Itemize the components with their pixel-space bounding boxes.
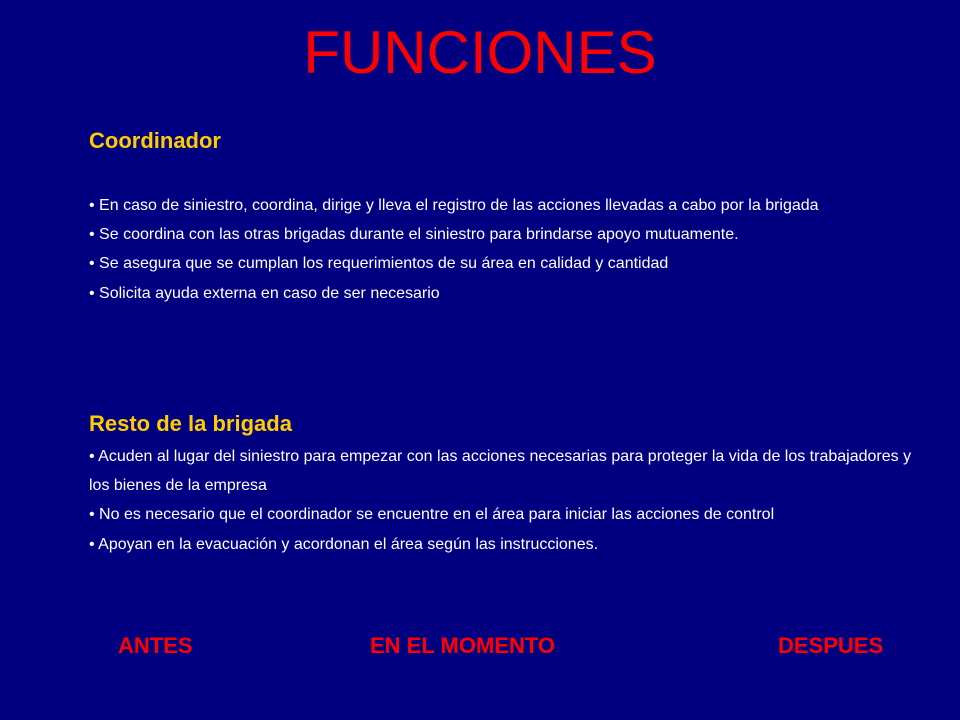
- list-item: • Se asegura que se cumplan los requerimientos de su área en calidad y cantidad: [89, 255, 669, 273]
- resto-brigada-list: [89, 442, 929, 559]
- list-item: • Se coordina con las otras brigadas durante el siniestro para brindarse apoyo mutuamente.: [89, 226, 739, 244]
- section-heading-coordinador: Coordinador: [89, 128, 221, 153]
- section-heading-resto-brigada: Resto de la brigada: [89, 411, 292, 436]
- coordinador-list: [89, 191, 919, 308]
- list-item: • Apoyan en la evacuación y acordonan el área según las instrucciones.: [89, 535, 599, 553]
- list-item: • Acuden al lugar del siniestro para empezar con las acciones necesarias para proteger la vida de los trabajadores y los bienes de la empresa: [89, 448, 912, 495]
- despues-link[interactable]: DESPUES: [778, 633, 884, 658]
- list-item: • No es necesario que el coordinador se encuentre en el área para iniciar las acciones de control: [89, 506, 775, 524]
- list-item: • Solicita ayuda externa en caso de ser necesario: [89, 284, 440, 302]
- antes-link[interactable]: ANTES: [118, 633, 193, 658]
- list-item: • En caso de siniestro, coordina, dirige y lleva el registro de las acciones llevadas a cabo por la brigada: [89, 197, 819, 214]
- slide-title: FUNCIONES: [303, 19, 657, 86]
- en-el-momento-link[interactable]: EN EL MOMENTO: [370, 633, 555, 658]
